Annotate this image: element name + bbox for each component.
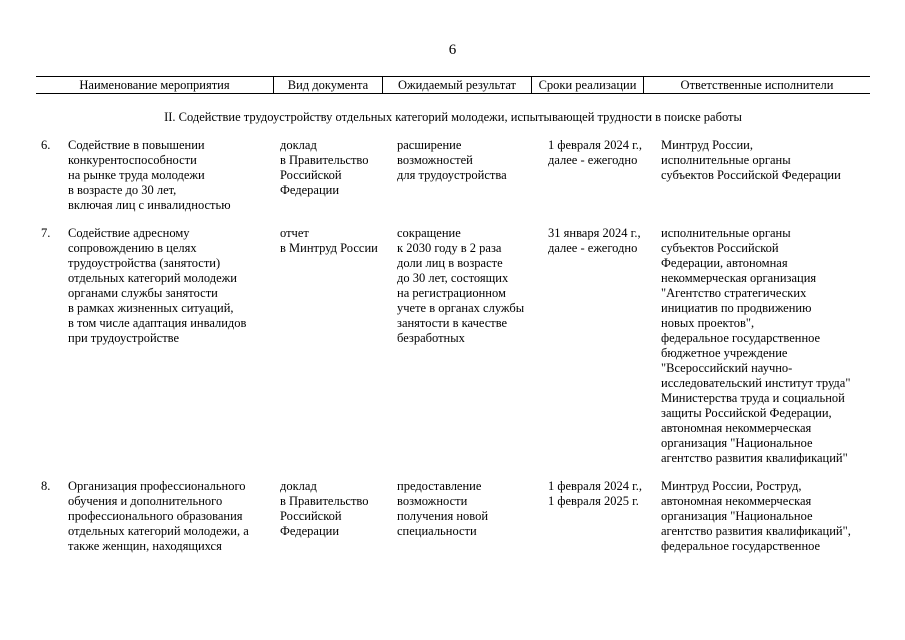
responsible-executors	[661, 226, 850, 466]
cell-line: включая лиц с инвалидностью	[68, 198, 231, 212]
page-number: 6	[448, 42, 457, 58]
cell-line: расширение	[397, 138, 462, 152]
cell-line: бюджетное учреждение	[661, 346, 788, 360]
cell-line: сопровождению в целях	[68, 241, 197, 255]
cell-line: 31 января 2024 г.,	[548, 226, 641, 240]
cell-line: в Правительство	[280, 153, 369, 167]
cell-line: отдельных категорий молодежи	[68, 271, 237, 285]
expected-result	[397, 138, 507, 183]
cell-line: Федерации	[280, 524, 340, 538]
deadline	[548, 479, 642, 509]
cell-line: "Всероссийский научно-	[661, 361, 793, 375]
deadline	[548, 138, 642, 168]
cell-line: предоставление	[397, 479, 482, 493]
cell-line: защиты Российской Федерации,	[661, 406, 832, 420]
cell-line: 1 февраля 2024 г.,	[548, 479, 643, 493]
column-header-name: Наименование мероприятия	[79, 78, 230, 92]
cell-line: занятости в качестве	[397, 316, 508, 330]
column-header-document: Вид документа	[273, 77, 382, 93]
cell-line: инициатив по продвижению	[661, 301, 812, 315]
row-number: 6.	[41, 138, 51, 152]
cell-line: федеральное государственное	[661, 331, 821, 345]
activity-name	[68, 138, 231, 213]
expected-result	[397, 226, 524, 346]
cell-line: "Агентство стратегических	[661, 286, 807, 300]
cell-line: Федерации	[280, 183, 340, 197]
cell-line: организация "Национальное	[661, 436, 813, 450]
document-type	[280, 138, 368, 198]
cell-line: агентство развития квалификаций"	[661, 451, 848, 465]
cell-line: возможностей	[397, 153, 473, 167]
cell-line: учете в органах службы	[397, 301, 525, 315]
cell-line: организация "Национальное	[661, 509, 813, 523]
cell-line: федеральное государственное	[661, 539, 821, 553]
cell-line: Федерации, автономная	[661, 256, 788, 270]
activity-name	[68, 479, 249, 554]
document-type	[280, 226, 378, 256]
cell-line: Содействие адресному	[68, 226, 190, 240]
cell-line: в рамках жизненных ситуаций,	[68, 301, 234, 315]
cell-line: обучения и дополнительного	[68, 494, 223, 508]
cell-line: субъектов Российской Федерации	[661, 168, 841, 182]
cell-line: получения новой	[397, 509, 489, 523]
cell-line: в возрасте до 30 лет,	[68, 183, 177, 197]
cell-line: Минтруд России, Роструд,	[661, 479, 802, 493]
responsible-executors	[661, 479, 851, 554]
cell-line: Организация профессионального	[68, 479, 246, 493]
cell-line: в Правительство	[280, 494, 369, 508]
table-header	[36, 76, 870, 94]
cell-line: Содействие в повышении	[68, 138, 205, 152]
cell-line: исследовательский институт труда"	[661, 376, 851, 390]
document-type	[280, 479, 368, 539]
cell-line: далее - ежегодно	[548, 241, 638, 255]
cell-line: до 30 лет, состоящих	[397, 271, 509, 285]
cell-line: исполнительные органы	[661, 153, 791, 167]
cell-line: доклад	[280, 479, 317, 493]
cell-line: специальности	[397, 524, 477, 538]
cell-line: Российской	[280, 168, 342, 182]
cell-line: конкурентоспособности	[68, 153, 197, 167]
cell-line: безработных	[397, 331, 465, 345]
cell-line: Министерства труда и социальной	[661, 391, 845, 405]
cell-line: возможности	[397, 494, 468, 508]
cell-line: при трудоустройстве	[68, 331, 180, 345]
row-number: 8.	[41, 479, 51, 493]
cell-line: исполнительные органы	[661, 226, 791, 240]
cell-line: доли лиц в возрасте	[397, 256, 503, 270]
cell-line: Российской	[280, 509, 342, 523]
cell-line: агентство развития квалификаций",	[661, 524, 851, 538]
cell-line: отчет	[280, 226, 309, 240]
cell-line: отдельных категорий молодежи, а	[68, 524, 249, 538]
cell-line: некоммерческая организация	[661, 271, 817, 285]
cell-line: субъектов Российской	[661, 241, 779, 255]
deadline	[548, 226, 641, 256]
cell-line: далее - ежегодно	[548, 153, 638, 167]
activity-name	[68, 226, 246, 346]
cell-line: к 2030 году в 2 раза	[397, 241, 502, 255]
column-header-result: Ожидаемый результат	[382, 77, 531, 93]
section-title: II. Содействие трудоустройству отдельных категорий молодежи, испытывающей трудности в поиске работы	[164, 110, 742, 124]
cell-line: автономная некоммерческая	[661, 494, 812, 508]
column-header-dates: Сроки реализации	[531, 77, 643, 93]
cell-line: доклад	[280, 138, 317, 152]
cell-line: сокращение	[397, 226, 461, 240]
expected-result	[397, 479, 488, 539]
cell-line: также женщин, находящихся	[68, 539, 222, 553]
column-header-executors: Ответственные исполнители	[643, 77, 870, 93]
cell-line: Минтруд России,	[661, 138, 753, 152]
cell-line: органами службы занятости	[68, 286, 218, 300]
cell-line: 1 февраля 2024 г.,	[548, 138, 643, 152]
cell-line: на рынке труда молодежи	[68, 168, 205, 182]
row-number: 7.	[41, 226, 51, 240]
cell-line: в Минтруд России	[280, 241, 378, 255]
table-header-row	[36, 77, 870, 93]
cell-line: автономная некоммерческая	[661, 421, 812, 435]
cell-line: трудоустройства (занятости)	[68, 256, 221, 270]
cell-line: в том числе адаптация инвалидов	[68, 316, 247, 330]
cell-line: 1 февраля 2025 г.	[548, 494, 639, 508]
cell-line: новых проектов",	[661, 316, 755, 330]
cell-line: на регистрационном	[397, 286, 506, 300]
cell-line: для трудоустройства	[397, 168, 507, 182]
cell-line: профессионального образования	[68, 509, 243, 523]
responsible-executors	[661, 138, 841, 183]
